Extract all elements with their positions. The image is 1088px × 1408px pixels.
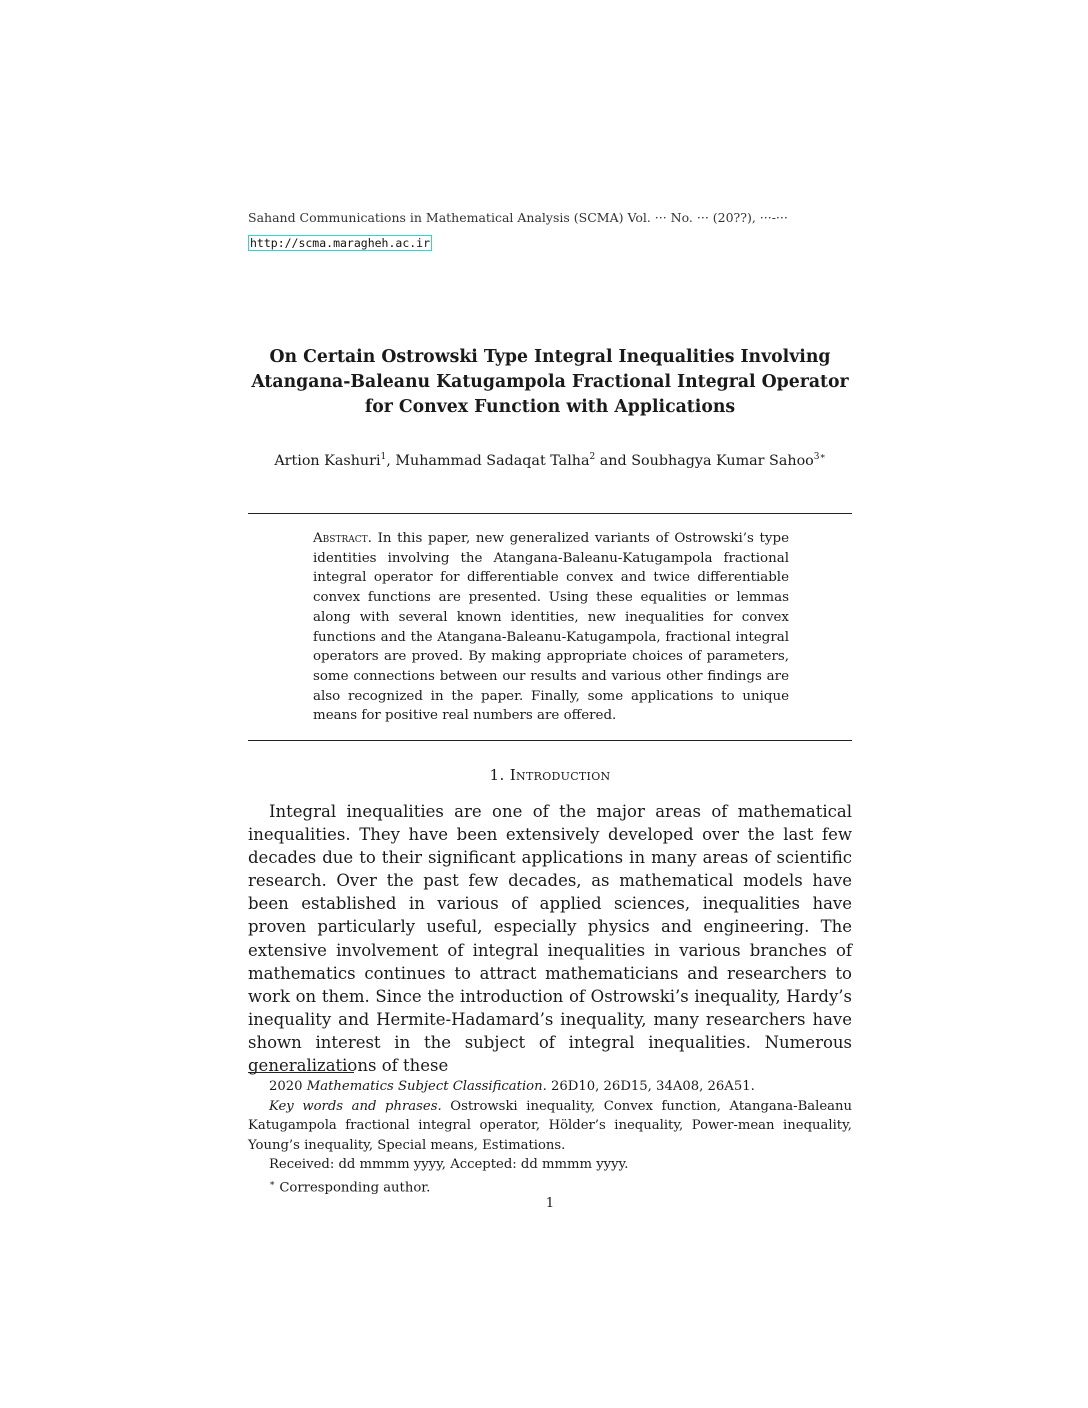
author-3: Soubhagya Kumar Sahoo (631, 452, 814, 469)
journal-header: Sahand Communications in Mathematical Analysis (SCMA) Vol. ··· No. ··· (20??), ···-··· (248, 210, 788, 225)
abstract-label: Abstract. (313, 531, 372, 546)
author-1-affiliation: 1 (380, 452, 387, 462)
journal-url-link[interactable]: http://scma.maragheh.ac.ir (250, 236, 431, 250)
paper-page (248, 0, 852, 1408)
abstract-top-rule (248, 513, 852, 514)
introduction-paragraph: Integral inequalities are one of the major areas of mathematical inequalities. They have been extensively developed over the last few decades due to their significant applications in many areas of scientific research. Over the past few decades, as mathematical models have been established in various of applied sciences, inequalities have proven particularly useful, especially physics and engineering. The extensive involvement of integral inequalities in various branches of mathematics continues to attract mathematicians and researchers to work on them. Since the introduction of Ostrowski’s inequality, Hardy’s inequality and Hermite-Hadamard’s inequality, many researchers have shown interest in the subject of integral inequalities. Numerous generalizations of these (248, 802, 852, 1076)
title-line-2: Atangana-Baleanu Katugampola Fractional Integral Operator (251, 372, 849, 392)
author-separator-2: and (595, 452, 632, 469)
author-separator-1: , (386, 452, 396, 469)
footnote-corresponding: ∗ Corresponding author. (269, 1178, 431, 1196)
footnote-received: Received: dd mmmm yyyy, Accepted: dd mmmm yyyy. (269, 1157, 629, 1173)
title-line-1: On Certain Ostrowski Type Integral Inequalities Involving (269, 347, 831, 367)
author-list (248, 452, 852, 469)
footnote-rule (248, 1072, 354, 1073)
page-number: 1 (545, 1196, 555, 1211)
author-3-affiliation: 3∗ (813, 452, 826, 462)
footnote-msc: 2020 Mathematics Subject Classification. 26D10, 26D15, 34A08, 26A51. (269, 1079, 755, 1094)
section-heading: 1. Introduction (489, 766, 611, 784)
paper-title (248, 345, 852, 420)
footnote-keywords: Key words and phrases. Ostrowski inequality, Convex function, Atangana-Baleanu Katugampola fractional integral operator, Hölder’s inequality, Power-mean inequality, Young’s inequality, Special means, Estimations. (248, 1098, 853, 1153)
abstract (313, 529, 789, 726)
abstract-text: In this paper, new generalized variants of Ostrowski’s type identities involving the Atangana-Baleanu-Katugampola fractional integral operator for differentiable convex and twice differentiable convex functions are presented. Using these equalities or lemmas along with several known identities, new inequalities for convex functions and the Atangana-Baleanu-Katugampola, fractional integral operators are proved. By making appropriate choices of parameters, some connections between our results and various other findings are also recognized in the paper. Finally, some applications to unique means for positive real numbers are offered. (313, 531, 789, 724)
author-2-affiliation: 2 (589, 452, 596, 462)
abstract-bottom-rule (248, 740, 852, 741)
footnotes (248, 1077, 852, 1198)
title-line-3: for Convex Function with Applications (364, 397, 736, 417)
author-2: Muhammad Sadaqat Talha (395, 452, 590, 469)
author-1: Artion Kashuri (274, 452, 381, 469)
